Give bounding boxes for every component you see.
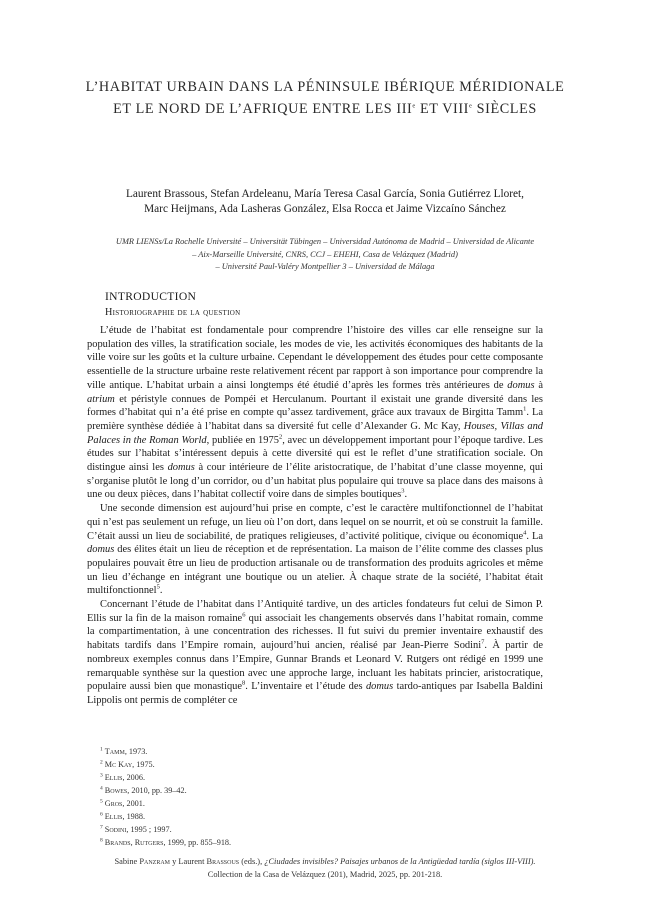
footnote: $^8$ Brands, Rutgers, 1999, pp. 855–918. [100, 837, 232, 847]
title-line-1: L’HABITAT URBAIN DANS LA PÉNINSULE IBÉRIQUE MÉRIDIONALE [85, 79, 565, 95]
footnote-ref[interactable]: 5 [156, 583, 160, 591]
footnote-ref[interactable]: 1 [523, 405, 527, 413]
footnote-ref[interactable]: 3 [401, 487, 405, 495]
footnote: $^5$ Gros, 2001. [100, 798, 145, 808]
footnote-ref[interactable]: 2 [278, 433, 283, 441]
affiliation-line: – Aix-Marseille Université, CNRS, CCJ – EHEHI, Casa de Velázquez (Madrid) [192, 249, 458, 259]
footer-citation: Sabine Panzram y Laurent Brassous (eds.), ¿Ciudades invisibles? Paisajes urbanos de la Antigüedad tardía (siglos III-VIII). [114, 857, 536, 866]
footnote: $^4$ Bowes, 2010, pp. 39–42. [100, 785, 187, 795]
footnote: $^6$ Ellis, 1988. [100, 811, 145, 821]
footer-collection: Collection de la Casa de Velázquez (201), Madrid, 2025, pp. 201-218. [207, 870, 443, 879]
author-list [60, 187, 590, 217]
footnote-ref[interactable]: 8 [242, 679, 246, 687]
paragraph-3: Concernant l’étude de l’habitat dans l’Antiquité tardive, un des articles fondateurs fut celui de Simon P. Ellis sur la fin de la maison romaine$^6$ qui associait les changements observés dans l’habitat romain, comme la compartimentation, à une concentration des richesses. Il fut suivi du premier inventaire exhaustif des habitats tardifs dans l’Empire romain, aujourd’hui ancien, réalisé par Jean-Pierre Sodini$^7$. À partir de nombreux exemples connus dans l’Empire, Gunnar Brands et Leonard V. Rutgers ont rédigé en 1999 une remarquable synthèse sur la question avec une approche large, incluant les habitats princier, aristocratique, populaire aussi bien que monastique$^8$. L’inventaire et l’étude des domus tardo-antiques par Isabella Baldini Lippolis ont permis de compléter ce [87, 599, 544, 706]
affiliations [60, 236, 590, 274]
paragraph-2: Une seconde dimension est aujourd’hui prise en compte, c’est le caractère multifonctionnel de l’habitat qui n’est pas seulement un refuge, un lieu où l’on dort, dans lequel on se nourrit, et où se construit la famille. C’était aussi un lieu de sociabilité, de pratiques religieuses, d’activité politique, civique ou économique$^4$. La domus des élites était un lieu de réception et de représentation. La maison de l’élite comme des classes plus populaires pouvait être un lieu de production artisanale ou de transformation des produits agricoles et même un lieu d’échange en intégrant une boutique ou un atelier. À chaque strate de la société, l’habitat était multifonctionnel$^5$. [87, 503, 544, 597]
subsection-heading: Historiographie de la question [105, 307, 241, 318]
footnote: $^1$ Tamm, 1973. [100, 746, 148, 756]
footnote-ref[interactable]: 4 [523, 529, 527, 537]
footnote-ref[interactable]: 6 [242, 611, 246, 619]
footnote-ref[interactable]: 7 [481, 638, 485, 646]
title-line-2: ET LE NORD DE L’AFRIQUE ENTRE LES IIIe ET VIIIe SIÈCLES [113, 101, 537, 117]
footnote: $^7$ Sodini, 1995 ; 1997. [100, 824, 172, 834]
article-title [60, 76, 590, 120]
author-line: Laurent Brassous, Stefan Ardeleanu, María Teresa Casal García, Sonia Gutiérrez Lloret, [125, 188, 524, 200]
footnote: $^3$ Ellis, 2006. [100, 772, 145, 782]
author-line: Marc Heijmans, Ada Lasheras González, Elsa Rocca et Jaime Vizcaíno Sánchez [144, 203, 506, 215]
footnotes [100, 745, 231, 849]
section-heading: INTRODUCTION [105, 290, 197, 303]
footnote: $^2$ Mc Kay, 1975. [100, 759, 155, 769]
body-text [87, 324, 543, 708]
page-footer [60, 855, 590, 881]
affiliation-line: – Université Paul-Valéry Montpellier 3 – Universidad de Málaga [215, 262, 435, 272]
paragraph-1: L’étude de l’habitat est fondamentale pour comprendre l’histoire des villes car elle renseigne sur la population des villes, la stratification sociale, les modes de vie, les activités économiques des habitants de la ville voire sur les goûts et la culture urbaine. Cependant le développement des études pour cette composante essentielle de la structure urbaine reste relativement récent par rapport à son importance pour comprendre la ville antique. L’habitat urbain a ainsi longtemps été étudié d’après les formes très antérieures de domus à atrium et péristyle connues de Pompéi et Herculanum. Pourtant il existait une grande diversité dans les formes d’habitat qui n’a été prise en compte qu’assez tardivement, grâce aux travaux de Birgitta Tamm$^1$. La première synthèse dédiée à l’habitat dans sa diversité fut celle d’Alexander G. Mc Kay, Houses, Villas and Palaces in the Roman World, publiée en 1975$^2$, avec un développement important pour l’époque tardive. Les études sur l’habitat s’intéressent depuis à cette diversité qui est le reflet d’une stratification sociale. On distingue ainsi les domus à cour intérieure de l’élite aristocratique, de l’habitat d’une classe moyenne, qui s’organise plutôt le long d’un corridor, ou d’un habitat plus populaire qui trouve sa place dans des maisons à une ou deux pièces, dans l’habitat collectif voire dans de simples boutiques$^3$. [87, 325, 544, 501]
affiliation-line: UMR LIENSs/La Rochelle Université – Universität Tübingen – Universidad Autónoma de Madrid – Universidad de Alicante [115, 237, 535, 246]
